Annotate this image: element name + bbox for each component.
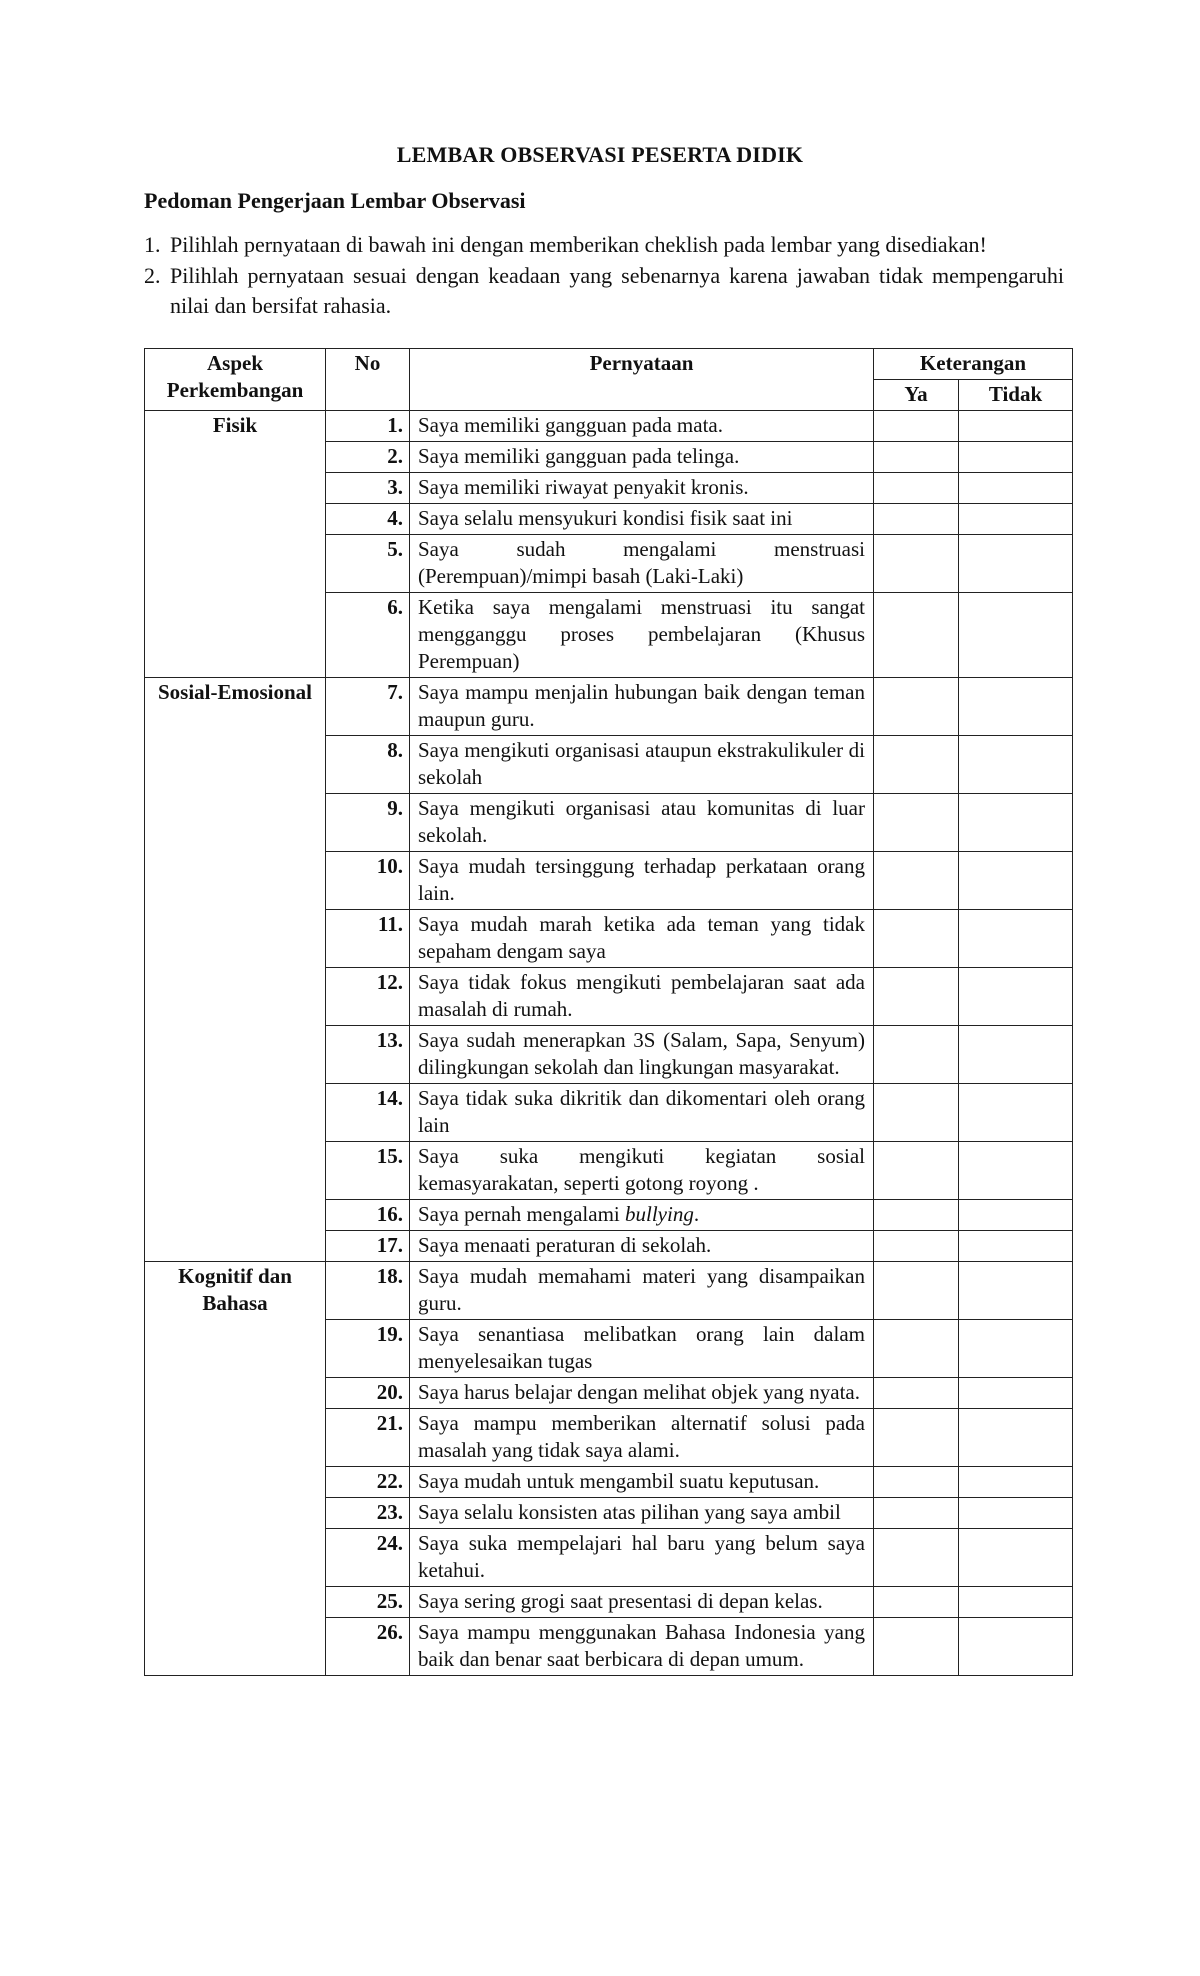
statement-text: Saya pernah mengalami bullying. bbox=[410, 1200, 874, 1231]
row-number: 22. bbox=[326, 1467, 410, 1498]
checkbox-tidak-cell[interactable] bbox=[959, 535, 1073, 593]
instruction-list bbox=[144, 230, 1064, 322]
checkbox-ya-cell[interactable] bbox=[874, 1587, 959, 1618]
row-number: 15. bbox=[326, 1142, 410, 1200]
checkbox-tidak-cell[interactable] bbox=[959, 1026, 1073, 1084]
checkbox-tidak-cell[interactable] bbox=[959, 852, 1073, 910]
row-number: 17. bbox=[326, 1231, 410, 1262]
statement-text: Saya memiliki gangguan pada mata. bbox=[410, 411, 874, 442]
statement-text: Saya sering grogi saat presentasi di depan kelas. bbox=[410, 1587, 874, 1618]
header-ya: Ya bbox=[874, 380, 959, 411]
checkbox-tidak-cell[interactable] bbox=[959, 1262, 1073, 1320]
instruction-text: Pilihlah pernyataan sesuai dengan keadaan yang sebenarnya karena jawaban tidak mempengaruhi nilai dan bersifat rahasia. bbox=[170, 263, 1064, 318]
statement-text: Saya sudah mengalami menstruasi (Perempuan)/mimpi basah (Laki-Laki) bbox=[410, 535, 874, 593]
statement-text: Saya mampu menjalin hubungan baik dengan teman maupun guru. bbox=[410, 678, 874, 736]
checkbox-ya-cell[interactable] bbox=[874, 910, 959, 968]
checkbox-tidak-cell[interactable] bbox=[959, 968, 1073, 1026]
statement-text: Saya memiliki riwayat penyakit kronis. bbox=[410, 473, 874, 504]
row-number: 18. bbox=[326, 1262, 410, 1320]
checkbox-ya-cell[interactable] bbox=[874, 504, 959, 535]
checkbox-tidak-cell[interactable] bbox=[959, 1618, 1073, 1676]
checkbox-tidak-cell[interactable] bbox=[959, 593, 1073, 678]
checkbox-ya-cell[interactable] bbox=[874, 1618, 959, 1676]
row-number: 6. bbox=[326, 593, 410, 678]
checkbox-tidak-cell[interactable] bbox=[959, 411, 1073, 442]
row-number: 19. bbox=[326, 1320, 410, 1378]
row-number: 24. bbox=[326, 1529, 410, 1587]
header-pernyataan: Pernyataan bbox=[410, 349, 874, 411]
table-body bbox=[145, 411, 1073, 1676]
checkbox-tidak-cell[interactable] bbox=[959, 910, 1073, 968]
statement-text: Saya suka mempelajari hal baru yang belum saya ketahui. bbox=[410, 1529, 874, 1587]
checkbox-ya-cell[interactable] bbox=[874, 1467, 959, 1498]
table-row bbox=[145, 1262, 1073, 1320]
aspek-label: Sosial-Emosional bbox=[145, 678, 326, 1262]
checkbox-ya-cell[interactable] bbox=[874, 411, 959, 442]
statement-text: Saya mampu memberikan alternatif solusi pada masalah yang tidak saya alami. bbox=[410, 1409, 874, 1467]
statement-text: Saya selalu konsisten atas pilihan yang saya ambil bbox=[410, 1498, 874, 1529]
header-keterangan: Keterangan bbox=[874, 349, 1073, 380]
header-no: No bbox=[326, 349, 410, 411]
statement-text: Saya mengikuti organisasi ataupun ekstrakulikuler di sekolah bbox=[410, 736, 874, 794]
checkbox-ya-cell[interactable] bbox=[874, 535, 959, 593]
checkbox-ya-cell[interactable] bbox=[874, 1378, 959, 1409]
checkbox-tidak-cell[interactable] bbox=[959, 1320, 1073, 1378]
row-number: 13. bbox=[326, 1026, 410, 1084]
instruction-item bbox=[144, 230, 1064, 260]
checkbox-tidak-cell[interactable] bbox=[959, 1200, 1073, 1231]
checkbox-ya-cell[interactable] bbox=[874, 794, 959, 852]
checkbox-tidak-cell[interactable] bbox=[959, 1587, 1073, 1618]
checkbox-tidak-cell[interactable] bbox=[959, 1409, 1073, 1467]
statement-text: Saya mudah tersinggung terhadap perkataan orang lain. bbox=[410, 852, 874, 910]
statement-text: Saya menaati peraturan di sekolah. bbox=[410, 1231, 874, 1262]
statement-text: Saya tidak suka dikritik dan dikomentari oleh orang lain bbox=[410, 1084, 874, 1142]
statement-text: Saya mudah memahami materi yang disampaikan guru. bbox=[410, 1262, 874, 1320]
checkbox-ya-cell[interactable] bbox=[874, 852, 959, 910]
checkbox-tidak-cell[interactable] bbox=[959, 1142, 1073, 1200]
checkbox-ya-cell[interactable] bbox=[874, 1320, 959, 1378]
row-number: 9. bbox=[326, 794, 410, 852]
row-number: 14. bbox=[326, 1084, 410, 1142]
checkbox-tidak-cell[interactable] bbox=[959, 1231, 1073, 1262]
checkbox-ya-cell[interactable] bbox=[874, 1231, 959, 1262]
checkbox-ya-cell[interactable] bbox=[874, 1200, 959, 1231]
guideline-heading: Pedoman Pengerjaan Lembar Observasi bbox=[144, 188, 526, 213]
statement-text: Saya sudah menerapkan 3S (Salam, Sapa, Senyum) dilingkungan sekolah dan lingkungan masyarakat. bbox=[410, 1026, 874, 1084]
checkbox-ya-cell[interactable] bbox=[874, 593, 959, 678]
row-number: 23. bbox=[326, 1498, 410, 1529]
row-number: 8. bbox=[326, 736, 410, 794]
row-number: 2. bbox=[326, 442, 410, 473]
checkbox-ya-cell[interactable] bbox=[874, 1529, 959, 1587]
header-aspek: Aspek Perkembangan bbox=[145, 349, 326, 411]
page-title: LEMBAR OBSERVASI PESERTA DIDIK bbox=[396, 142, 804, 167]
row-number: 16. bbox=[326, 1200, 410, 1231]
checkbox-ya-cell[interactable] bbox=[874, 736, 959, 794]
row-number: 3. bbox=[326, 473, 410, 504]
aspek-label: Kognitif dan Bahasa bbox=[145, 1262, 326, 1676]
checkbox-ya-cell[interactable] bbox=[874, 1026, 959, 1084]
aspek-label: Fisik bbox=[145, 411, 326, 678]
row-number: 4. bbox=[326, 504, 410, 535]
row-number: 7. bbox=[326, 678, 410, 736]
statement-text: Saya selalu mensyukuri kondisi fisik saat ini bbox=[410, 504, 874, 535]
checkbox-ya-cell[interactable] bbox=[874, 1409, 959, 1467]
checkbox-tidak-cell[interactable] bbox=[959, 1529, 1073, 1587]
statement-text: Saya mengikuti organisasi atau komunitas di luar sekolah. bbox=[410, 794, 874, 852]
checkbox-ya-cell[interactable] bbox=[874, 968, 959, 1026]
checkbox-tidak-cell[interactable] bbox=[959, 473, 1073, 504]
row-number: 20. bbox=[326, 1378, 410, 1409]
row-number: 1. bbox=[326, 411, 410, 442]
statement-text: Saya mudah marah ketika ada teman yang tidak sepaham dengam saya bbox=[410, 910, 874, 968]
statement-text: Saya mudah untuk mengambil suatu keputusan. bbox=[410, 1467, 874, 1498]
header-tidak: Tidak bbox=[959, 380, 1073, 411]
row-number: 11. bbox=[326, 910, 410, 968]
row-number: 12. bbox=[326, 968, 410, 1026]
row-number: 10. bbox=[326, 852, 410, 910]
statement-text: Saya mampu menggunakan Bahasa Indonesia yang baik dan benar saat berbicara di depan umum. bbox=[410, 1618, 874, 1676]
checkbox-ya-cell[interactable] bbox=[874, 1084, 959, 1142]
checkbox-tidak-cell[interactable] bbox=[959, 1467, 1073, 1498]
table-row bbox=[145, 411, 1073, 442]
checkbox-tidak-cell[interactable] bbox=[959, 1084, 1073, 1142]
instruction-item bbox=[144, 261, 1064, 321]
checkbox-tidak-cell[interactable] bbox=[959, 794, 1073, 852]
checkbox-ya-cell[interactable] bbox=[874, 1498, 959, 1529]
checkbox-ya-cell[interactable] bbox=[874, 1142, 959, 1200]
statement-text: Saya tidak fokus mengikuti pembelajaran saat ada masalah di rumah. bbox=[410, 968, 874, 1026]
row-number: 26. bbox=[326, 1618, 410, 1676]
instruction-number: 1. bbox=[144, 232, 161, 257]
checkbox-ya-cell[interactable] bbox=[874, 678, 959, 736]
checkbox-ya-cell[interactable] bbox=[874, 473, 959, 504]
statement-text: Saya memiliki gangguan pada telinga. bbox=[410, 442, 874, 473]
checkbox-tidak-cell[interactable] bbox=[959, 736, 1073, 794]
instruction-number: 2. bbox=[144, 263, 161, 288]
statement-text: Saya suka mengikuti kegiatan sosial kemasyarakatan, seperti gotong royong . bbox=[410, 1142, 874, 1200]
table-header-row bbox=[145, 349, 1073, 380]
row-number: 5. bbox=[326, 535, 410, 593]
italic-term: bullying bbox=[625, 1202, 694, 1226]
checkbox-tidak-cell[interactable] bbox=[959, 678, 1073, 736]
statement-text: Saya senantiasa melibatkan orang lain dalam menyelesaikan tugas bbox=[410, 1320, 874, 1378]
checkbox-tidak-cell[interactable] bbox=[959, 504, 1073, 535]
statement-text: Saya harus belajar dengan melihat objek yang nyata. bbox=[410, 1378, 874, 1409]
instruction-text: Pilihlah pernyataan di bawah ini dengan memberikan cheklish pada lembar yang disediakan! bbox=[170, 232, 987, 257]
statement-text: Ketika saya mengalami menstruasi itu sangat mengganggu proses pembelajaran (Khusus Perempuan) bbox=[410, 593, 874, 678]
row-number: 25. bbox=[326, 1587, 410, 1618]
checkbox-tidak-cell[interactable] bbox=[959, 1378, 1073, 1409]
checkbox-tidak-cell[interactable] bbox=[959, 442, 1073, 473]
table-row bbox=[145, 678, 1073, 736]
checkbox-ya-cell[interactable] bbox=[874, 1262, 959, 1320]
observation-table bbox=[144, 348, 1073, 1676]
checkbox-tidak-cell[interactable] bbox=[959, 1498, 1073, 1529]
checkbox-ya-cell[interactable] bbox=[874, 442, 959, 473]
row-number: 21. bbox=[326, 1409, 410, 1467]
